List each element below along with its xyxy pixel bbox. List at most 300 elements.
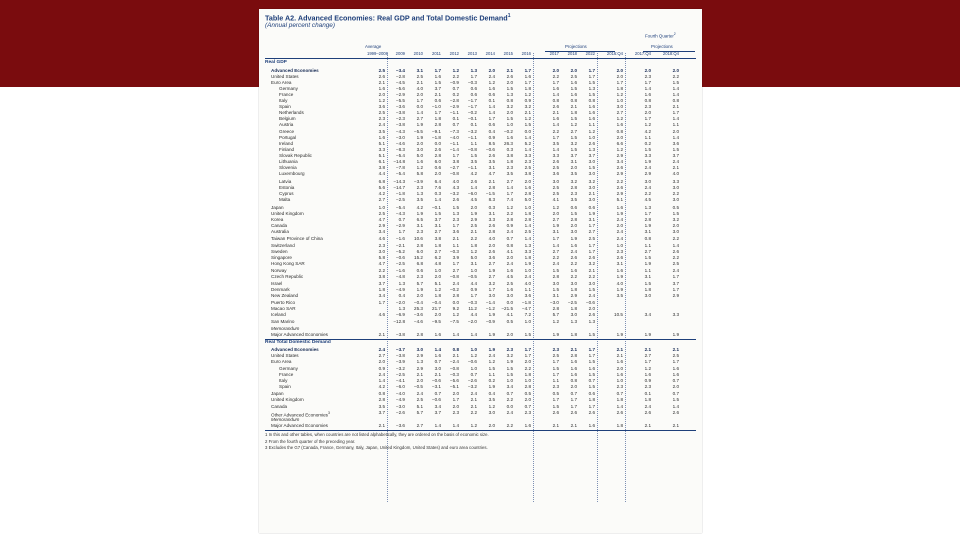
table-cell: 2.0: [452, 391, 459, 397]
table-cell: 1.1: [588, 122, 595, 128]
table-cell: 2.1: [672, 165, 679, 171]
table-cell: 1.4: [488, 110, 495, 116]
row-label: Italy: [279, 98, 288, 103]
table-cell: 2.1: [672, 347, 679, 353]
table-cell: 4.0: [488, 236, 495, 242]
table-cell: 2.4: [488, 353, 495, 359]
table-cell: 4.7: [378, 216, 385, 222]
table-cell: −2.1: [395, 242, 405, 248]
table-cell: 0.6: [570, 204, 577, 210]
table-cell: 1.1: [524, 286, 531, 292]
table-cell: 2.6: [506, 73, 513, 79]
table-cell: 2.8: [570, 216, 577, 222]
table-cell: −0.4: [413, 300, 423, 306]
table-cell: 1.9: [488, 383, 495, 389]
table-cell: 1.7: [470, 292, 477, 298]
row-label: Lithuania: [279, 159, 298, 164]
table-cell: 3.1: [552, 292, 559, 298]
table-cell: 0.9: [644, 377, 651, 383]
table-cell: −3.1: [431, 383, 441, 389]
table-cell: 2.8: [416, 332, 423, 338]
table-cell: 2.0: [644, 67, 651, 73]
table-cell: −5.6: [395, 85, 405, 91]
table-cell: −4.1: [395, 377, 405, 383]
row-label: United Kingdom: [271, 397, 304, 403]
table-cell: −0.3: [467, 79, 477, 85]
table-cell: −0.6: [585, 300, 595, 306]
row-label: New Zealand: [271, 292, 299, 298]
table-cell: 1.8: [524, 254, 531, 260]
table-cell: 2.0: [552, 210, 559, 216]
table-cell: 2.0: [616, 365, 623, 371]
table-cell: 2.2: [672, 190, 679, 196]
table-cell: −5.5: [413, 128, 423, 134]
table-cell: 3.0: [434, 365, 441, 371]
table-cell: 1.7: [452, 222, 459, 228]
column-header: 2010: [413, 51, 423, 56]
table-cell: 3.0: [416, 347, 423, 353]
table-cell: 2.1: [588, 268, 595, 274]
row-label: Israel: [271, 280, 283, 286]
table-cell: 4.5: [644, 197, 651, 202]
row-label: Iceland: [271, 312, 286, 318]
table-cell: 1.8: [570, 332, 577, 338]
table-cell: 1.1: [552, 377, 559, 383]
table-cell: 3.1: [616, 260, 623, 266]
table-cell: 2.4: [378, 347, 385, 353]
table-cell: 1.7: [588, 242, 595, 248]
table-cell: 3.1: [644, 228, 651, 234]
table-cell: 1.4: [488, 104, 495, 110]
table-cell: 2.5: [524, 228, 531, 234]
table-cell: 3.4: [506, 383, 513, 389]
table-cell: 1.8: [616, 423, 623, 429]
table-cell: 2.8: [434, 122, 441, 128]
table-cell: 1.0: [616, 377, 623, 383]
table-cell: 2.2: [552, 254, 559, 260]
row-label: Spain: [279, 104, 291, 110]
table-cell: 2.5: [506, 280, 513, 286]
table-cell: 0.6: [434, 98, 441, 103]
table-cell: 2.1: [470, 228, 477, 234]
table-cell: −1.5: [485, 190, 495, 196]
table-cell: 4.4: [470, 312, 477, 318]
table-cell: 1.1: [644, 268, 651, 274]
table-cell: −2.4: [449, 359, 459, 365]
table-cell: 4.3: [452, 184, 459, 190]
table-cell: 2.3: [378, 116, 385, 122]
table-cell: 5.8: [416, 171, 423, 177]
table-cell: 2.7: [452, 268, 459, 274]
table-cell: 2.1: [616, 347, 623, 353]
table-cell: 1.6: [570, 365, 577, 371]
table-cell: 1.9: [416, 122, 423, 128]
table-cell: 3.3: [644, 152, 651, 158]
table-cell: 5.0: [416, 152, 423, 158]
row-label: Macao SAR: [271, 306, 296, 312]
table-cell: 1.7: [644, 359, 651, 365]
table-cell: 3.2: [506, 104, 513, 110]
table-cell: 4.2: [378, 383, 385, 389]
table-cell: 1.7: [552, 397, 559, 403]
column-header: 2013: [467, 51, 477, 56]
table-cell: 3.2: [488, 280, 495, 286]
column-header: 2017:Q4: [634, 51, 651, 56]
table-cell: −2.5: [395, 260, 405, 266]
table-cell: 2.0: [434, 312, 441, 318]
table-cell: 6.0: [416, 248, 423, 254]
table-cell: 1.6: [506, 268, 513, 274]
table-cell: 1.0: [470, 268, 477, 274]
column-header: 2018:Q4: [662, 51, 679, 56]
table-cell: 2.2: [616, 178, 623, 184]
row-label: Luxembourg: [279, 171, 305, 177]
table-cell: 2.8: [552, 306, 559, 312]
table-cell: −3.2: [449, 190, 459, 196]
table-cell: 4.0: [524, 280, 531, 286]
table-cell: 2.1: [416, 79, 423, 85]
table-cell: 1.7: [588, 67, 595, 73]
table-cell: 1.8: [434, 242, 441, 248]
row-label: Latvia: [279, 178, 292, 184]
table-cell: 3.2: [570, 178, 577, 184]
table-cell: 1.5: [570, 116, 577, 122]
table-cell: 2.1: [434, 91, 441, 97]
table-cell: 1.6: [378, 134, 385, 140]
table-cell: 11.2: [468, 306, 477, 312]
table-cell: 4.2: [416, 204, 423, 210]
table-cell: 0.8: [570, 98, 577, 103]
table-cell: 1.7: [588, 353, 595, 359]
table-cell: −4.3: [395, 128, 405, 134]
table-cell: 1.1: [644, 242, 651, 248]
table-cell: 1.9: [616, 286, 623, 292]
table-cell: 3.4: [378, 228, 385, 234]
table-cell: −0.1: [467, 116, 477, 122]
table-cell: 1.9: [616, 332, 623, 338]
table-cell: −2.9: [395, 91, 405, 97]
table-cell: 1.7: [588, 347, 595, 353]
table-cell: 1.6: [570, 268, 577, 274]
table-cell: 1.5: [506, 365, 513, 371]
table-cell: 1.5: [452, 204, 459, 210]
table-cell: 2.1: [616, 353, 623, 359]
row-label: Japan: [271, 204, 284, 210]
quarter-projections-header: Projections: [651, 44, 673, 49]
table-cell: 2.6: [588, 312, 595, 318]
table-cell: 2.7: [616, 110, 623, 116]
table-cell: −1.6: [395, 236, 405, 242]
table-cell: 2.2: [672, 236, 679, 242]
table-cell: −3.7: [395, 347, 405, 353]
table-cell: 0.8: [378, 391, 385, 397]
table-cell: −0.3: [449, 248, 459, 254]
column-header: 2016: [521, 51, 531, 56]
table-cell: 1.3: [588, 318, 595, 324]
table-cell: −2.0: [467, 318, 477, 324]
table-cell: 3.4: [434, 403, 441, 409]
table-cell: 0.8: [506, 98, 513, 103]
table-cell: 1.8: [588, 397, 595, 403]
table-cell: −6.9: [395, 312, 405, 318]
table-cell: 2.6: [570, 409, 577, 415]
table-cell: 2.2: [552, 73, 559, 79]
table-cell: 2.6: [452, 197, 459, 202]
table-cell: 2.0: [506, 332, 513, 338]
footnote: 2 From the fourth quarter of the preceding year.: [265, 438, 356, 444]
table-cell: −3.4: [395, 67, 405, 73]
table-cell: 2.0: [470, 204, 477, 210]
table-cell: 2.0: [378, 359, 385, 365]
table-cell: 3.1: [488, 210, 495, 216]
table-cell: 2.1: [378, 332, 385, 338]
table-cell: −0.8: [449, 274, 459, 280]
table-cell: 1.0: [506, 122, 513, 128]
table-cell: 0.3: [506, 146, 513, 152]
table-cell: −4.0: [395, 391, 405, 397]
table-cell: 1.7: [552, 236, 559, 242]
table-cell: 1.2: [488, 79, 495, 85]
table-cell: −3.9: [395, 359, 405, 365]
table-cell: 0.9: [488, 134, 495, 140]
table-cell: 1.8: [644, 286, 651, 292]
table-cell: 1.5: [506, 85, 513, 91]
table-cell: 1.9: [524, 260, 531, 266]
row-label: United States: [271, 353, 299, 359]
table-cell: 1.0: [616, 242, 623, 248]
table-cell: 2.2: [588, 274, 595, 280]
table-cell: 6.5: [416, 216, 423, 222]
table-cell: 1.5: [434, 210, 441, 216]
table-cell: 3.1: [416, 67, 423, 73]
table-cell: 1.8: [378, 286, 385, 292]
table-cell: 5.6: [378, 184, 385, 190]
fourth-quarter-header: Fourth Quarter$^2$: [645, 32, 676, 39]
table-cell: 2.9: [616, 171, 623, 177]
table-cell: 1.8: [570, 306, 577, 312]
table-cell: −0.5: [413, 383, 423, 389]
table-cell: 1.5: [644, 254, 651, 260]
table-cell: 0.7: [524, 403, 531, 409]
table-cell: 2.9: [672, 292, 679, 298]
table-cell: 5.1: [416, 403, 423, 409]
table-cell: 2.7: [644, 353, 651, 359]
table-cell: 1.5: [644, 146, 651, 152]
table-cell: −4.9: [395, 397, 405, 403]
table-cell: 2.9: [378, 222, 385, 228]
table-cell: 2.4: [644, 184, 651, 190]
table-cell: −1.8: [395, 190, 405, 196]
table-cell: 1.5: [588, 383, 595, 389]
table-cell: −3.8: [395, 122, 405, 128]
table-cell: 3.5: [488, 159, 495, 164]
table-cell: −0.2: [467, 110, 477, 116]
table-cell: 0.7: [398, 216, 405, 222]
table-cell: −5.2: [395, 248, 405, 254]
table-cell: 4.4: [470, 280, 477, 286]
table-cell: 2.0: [672, 67, 679, 73]
table-cell: 2.6: [552, 159, 559, 164]
table-cell: 2.5: [552, 190, 559, 196]
table-cell: 1.2: [644, 365, 651, 371]
table-cell: 1.7: [524, 353, 531, 359]
table-cell: 2.2: [570, 260, 577, 266]
table-cell: −4.9: [395, 286, 405, 292]
table-cell: 3.5: [470, 159, 477, 164]
table-cell: 6.8: [416, 260, 423, 266]
table-cell: 3.0: [552, 280, 559, 286]
table-cell: 2.1: [506, 67, 513, 73]
table-cell: −1.7: [467, 98, 477, 103]
table-cell: 2.1: [570, 347, 577, 353]
table-cell: 2.3: [416, 184, 423, 190]
table-cell: −0.3: [449, 371, 459, 377]
table-cell: 1.7: [488, 286, 495, 292]
table-cell: 1.7: [644, 116, 651, 122]
table-cell: 2.3: [506, 165, 513, 171]
table-cell: 0.2: [452, 91, 459, 97]
table-cell: 2.9: [470, 216, 477, 222]
table-cell: 2.0: [644, 110, 651, 116]
table-cell: 1.4: [452, 332, 459, 338]
table-cell: 2.8: [552, 274, 559, 280]
table-cell: 1.5: [470, 152, 477, 158]
table-cell: 1.5: [672, 79, 679, 85]
table-cell: 3.6: [672, 140, 679, 146]
table-cell: 1.7: [588, 73, 595, 79]
table-cell: 2.2: [524, 365, 531, 371]
row-label: Other Advanced Economies$^3$: [271, 410, 330, 418]
table-cell: 2.6: [434, 146, 441, 152]
table-cell: 3.6: [452, 228, 459, 234]
row-label: Germany: [279, 85, 298, 91]
table-cell: 1.7: [434, 110, 441, 116]
table-cell: 4.7: [378, 260, 385, 266]
table-cell: 1.2: [616, 116, 623, 122]
table-cell: 2.6: [488, 222, 495, 228]
table-cell: 1.9: [416, 210, 423, 216]
table-cell: 1.1: [452, 242, 459, 248]
table-cell: 3.5: [616, 292, 623, 298]
table-cell: 2.4: [378, 122, 385, 128]
header-rule: [265, 58, 696, 59]
table-cell: 2.4: [416, 391, 423, 397]
table-cell: 2.2: [470, 236, 477, 242]
table-cell: 4.1: [506, 312, 513, 318]
table-cell: 3.0: [570, 280, 577, 286]
table-cell: −12.8: [393, 318, 405, 324]
table-cell: 0.6: [588, 204, 595, 210]
table-cell: 2.6: [616, 254, 623, 260]
table-cell: 2.0: [524, 359, 531, 365]
table-cell: −7.3: [449, 128, 459, 134]
table-cell: 0.9: [524, 98, 531, 103]
table-cell: −3.2: [467, 128, 477, 134]
table-cell: 1.7: [488, 116, 495, 122]
table-cell: 0.9: [470, 286, 477, 292]
table-cell: 1.5: [644, 280, 651, 286]
row-label: San Marino: [271, 318, 295, 324]
table-cell: 3.1: [552, 228, 559, 234]
table-cell: 2.3: [452, 216, 459, 222]
table-cell: 5.1: [434, 280, 441, 286]
table-cell: −5.4: [395, 152, 405, 158]
table-cell: 2.5: [570, 73, 577, 79]
table-cell: 2.3: [506, 347, 513, 353]
table-cell: −0.9: [485, 318, 495, 324]
table-cell: 2.8: [570, 353, 577, 359]
table-cell: 6.2: [434, 254, 441, 260]
table-cell: 2.4: [488, 73, 495, 79]
table-cell: −5.1: [449, 383, 459, 389]
table-cell: 1.6: [506, 286, 513, 292]
table-cell: 2.2: [506, 423, 513, 429]
table-cell: 1.5: [570, 210, 577, 216]
table-cell: 1.0: [506, 377, 513, 383]
table-cell: 0.7: [506, 391, 513, 397]
table-cell: 1.2: [524, 91, 531, 97]
table-cell: 2.3: [570, 190, 577, 196]
table-cell: 1.1: [470, 140, 477, 146]
table-cell: 1.6: [570, 79, 577, 85]
table-cell: 1.8: [434, 116, 441, 122]
table-cell: 1.4: [470, 184, 477, 190]
table-cell: 2.4: [524, 274, 531, 280]
table-cell: 3.0: [570, 228, 577, 234]
table-cell: 3.7: [672, 152, 679, 158]
table-cell: −1.6: [395, 268, 405, 274]
table-cell: 2.5: [552, 353, 559, 359]
table-cell: 2.8: [434, 152, 441, 158]
table-cell: −2.8: [449, 98, 459, 103]
table-cell: 2.3: [416, 228, 423, 234]
table-cell: 1.4: [416, 110, 423, 116]
table-cell: 3.5: [570, 197, 577, 202]
table-cell: 1.7: [416, 98, 423, 103]
table-cell: 2.3: [644, 383, 651, 389]
table-cell: −14.3: [393, 178, 405, 184]
table-cell: 1.6: [644, 91, 651, 97]
table-subtitle: (Annual percent change): [265, 22, 335, 29]
table-cell: 0.6: [588, 391, 595, 397]
table-cell: 0.0: [434, 140, 441, 146]
table-cell: 3.3: [672, 312, 679, 318]
table-cell: −0.6: [467, 359, 477, 365]
table-cell: −0.3: [467, 300, 477, 306]
table-cell: 1.2: [434, 286, 441, 292]
table-cell: 1.6: [616, 268, 623, 274]
table-cell: 3.0: [588, 159, 595, 164]
table-cell: 1.2: [588, 128, 595, 134]
table-cell: 1.5: [588, 359, 595, 365]
table-cell: 0.3: [488, 204, 495, 210]
table-cell: 1.6: [552, 85, 559, 91]
table-cell: −9.1: [431, 128, 441, 134]
row-label: Malta: [279, 197, 291, 202]
table-cell: 0.6: [416, 268, 423, 274]
table-cell: 1.4: [434, 423, 441, 429]
table-cell: 0.7: [672, 391, 679, 397]
table-cell: 1.9: [488, 347, 495, 353]
table-cell: 1.5: [552, 365, 559, 371]
table-cell: 2.6: [616, 165, 623, 171]
table-cell: −7.5: [449, 318, 459, 324]
table-cell: 4.6: [378, 312, 385, 318]
table-cell: 1.2: [552, 318, 559, 324]
table-cell: 4.0: [416, 85, 423, 91]
table-cell: −4.7: [521, 306, 531, 312]
table-cell: 1.6: [552, 116, 559, 122]
